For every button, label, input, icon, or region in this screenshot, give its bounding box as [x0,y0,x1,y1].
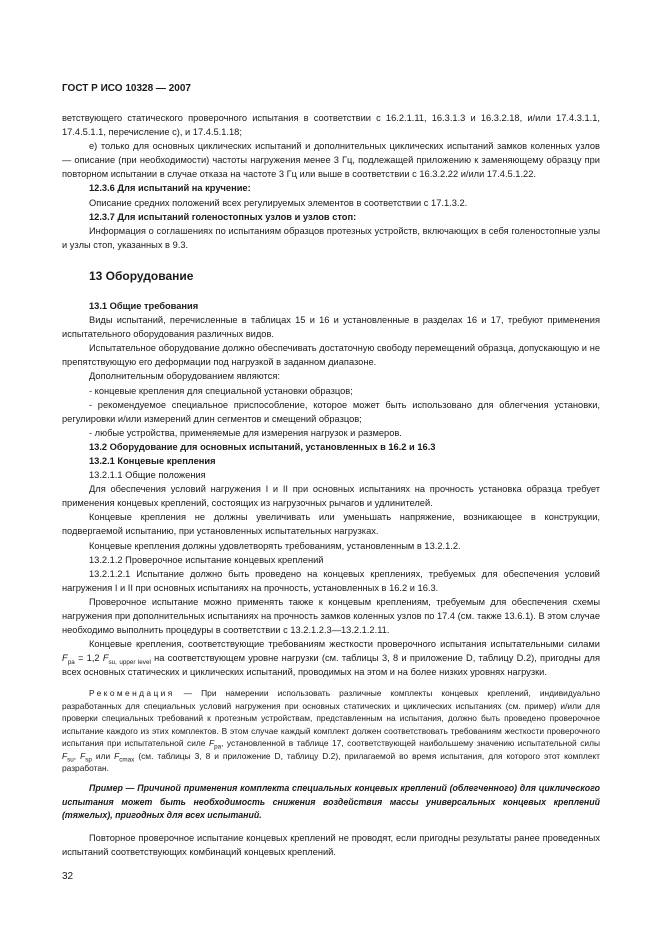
paragraph-13-1-a: Виды испытаний, перечисленные в таблицах 15 и 16 и установленные в разделах 16 и 17, требуют применения испытательного оборудования различных видов. [62,315,600,340]
paragraph-torsion: Описание средних положений всех регулируемых элементов в соответствии с 17.1.3.2. [89,197,468,208]
paragraph-13-2-1-2-1-b: Проверочное испытание можно применять также к концевым креплениям, требуемым для обеспечения схемы нагружения при дополнительных испытаниях на прочность замков коленных узлов по 17.4 (см. также 13.6.1). В этом случае необходимо выполнить процедуры в соответствии с 13.2.1.2.3—13.2.1.2.11. [62,596,600,636]
subscript-sp: sp [85,756,92,764]
heading-12-3-6: 12.3.6 Для испытаний на кручение: [89,183,251,194]
list-item-1: - концевые крепления для специальной установки образцов; [89,385,353,396]
subscript-pa: pa [67,659,75,667]
paragraph-13-1-c: Дополнительным оборудованием являются: [89,371,280,382]
heading-13-2-1-1: 13.2.1.1 Общие положения [89,470,206,481]
symbol-F: F [62,653,68,664]
text-span: = 1,2 [74,653,103,664]
recommendation-note: Рекомендация — При намерении использовать различные комплекты концевых креплений, индивидуально разработанных для специальных условий нагружения при основных статических и циклических испытаниях (см. пример) и/или для проверки специальных требований к протезным устройствам, представленным на испытания, должно быть проведено проверочное испытание каждого из этих комплектов. В этом случае каждый комплект должен соответствовать требованиям жесткости проверочного испытания при испытательной силе $F_{pa}$, установленной в таблице 17, соответствующей наибольшему значению испытательной силы $F_{su}$, $F_{sp}$ или $F_{cmax}$ (см. таблицы 3, 8 и приложение D, таблицу D.2), прилагаемой во время испытания, для которого этот комплект разработан. [62,688,600,773]
subscript-su: su [67,756,74,764]
heading-12-3-7: 12.3.7 Для испытаний голеностопных узлов и узлов стоп: [89,211,357,222]
list-item-3: - любые устройства, применяемые для измерения нагрузок и размеров. [89,427,402,438]
paragraph-repeat-test: Повторное проверочное испытание концевых креплений не проводят, если пригодны результаты ранее проведенных испытаний соответствующих комбинаций концевых креплений. [62,832,600,857]
symbol-F: F [114,750,120,761]
text-span: Концевые крепления, соответствующие требованиям жесткости проверочного испытания испытательными силами [89,639,600,650]
paragraph-13-2-1-1-c: Концевые крепления должны удовлетворять требованиям, установленным в 13.2.1.2. [89,540,461,551]
paragraph-13-2-1-1-b: Концевые крепления не должны увеличивать или уменьшать напряжение, возникающее в конструкции, подвергаемой испытанию, при установленных испытательных нагрузках. [62,512,600,537]
example-note: Пример — Причиной применения комплекта специальных концевых креплений (облегченного) для циклического испытания может быть необходимость снижения воздействия массы универсальных концевых креплений (тяжелых), пригодных для всех испытаний. [62,783,600,821]
list-item-2: - рекомендуемое специальное приспособление, которое может быть использовано для облегчения установки, регулировки и/или измерений длин сегментов и смещений образцов; [62,399,600,424]
symbol-F: F [80,750,86,761]
symbol-F: F [102,653,109,664]
subscript-pa: pa [214,743,222,751]
heading-13-2-1: 13.2.1 Концевые крепления [89,455,216,466]
text-span: (см. таблицы 3, 8 и приложение D, таблицу D.2), прилагаемой во время испытания, для которого этот комплект разработан. [62,750,600,773]
page-body [62,111,600,859]
text-span: , установленной в таблице 17, соответствующей наибольшему значению испытательной силы [221,738,600,749]
paragraph-13-2-1-2-1-c [62,637,600,679]
paragraph-13-1-b: Испытательное оборудование должно обеспечивать достаточную свободу перемещений образца, допускающую и не препятствующую его деформации под нагрузкой в заданном диапазоне. [62,343,600,368]
heading-13-2-1-2: 13.2.1.2 Проверочное испытание концевых креплений [89,554,324,565]
paragraph-13-2-1-2-1: 13.2.1.2.1 Испытание должно быть проведено на концевых креплениях, требуемых для обеспечения условий нагружения I и II при основных испытаниях на прочность, установленных в 16.2 и 16.3. [62,568,600,593]
subscript-su-upper: su, upper level [108,659,151,667]
section-13-title: 13 Оборудование [89,268,194,283]
note-label: Рекомендация [89,688,175,699]
list-item-e: е) только для основных циклических испытаний и дополнительных циклических испытаний замков коленных узлов — описание (при необходимости) частоты нагружения менее 3 Гц, подлежащей приложению к заменяющему образцу при повторном испытании в случае отказа на частоте 3 Гц или выше в соответствии с 16.3.2.22 и/или 17.4.5.1.22. [62,141,600,180]
paragraph-13-2-1-1-a: Для обеспечения условий нагружения I и II при основных испытаниях на прочность установка образца требует применения концевых креплений, состоящих из нагрузочных рычагов и удлинителей. [62,484,600,509]
page-number: 32 [62,871,74,882]
text-span: на соответствующем уровне нагрузки (см. таблицы 3, 8 и приложение D, таблицу D.2), пригодны для всех основных статических и циклических испытаний, проводимых на этом и на более низких уровнях нагрузки. [62,653,600,678]
page-header: ГОСТ Р ИСО 10328 — 2007 [62,83,191,94]
paragraph-ankle: Информация о соглашениях по испытаниям образцов протезных устройств, включающих в себя голеностопные узлы и узлы стоп, указанных в 9.3. [62,225,600,250]
heading-13-1: 13.1 Общие требования [89,300,199,311]
text-span: или [91,750,115,761]
subscript-cmax: cmax [119,756,135,764]
symbol-F: F [62,750,68,761]
symbol-F: F [208,738,215,749]
heading-13-2: 13.2 Оборудование для основных испытаний, установленных в 16.2 и 16.3 [89,441,436,452]
text-span: — При намерении использовать различные комплекты концевых креплений, индивидуально разработанных для специальных условий нагружения при основных статических и циклических испытаниях (см. пример) и/или для проверки специальных требований к протезным устройствам, представленным на испытания, должно быть проведено проверочное испытание каждого из этих комплектов. В этом случае каждый комплект должен соответствовать требованиям жесткости проверочного испытания при испытательной силе [62,688,600,749]
paragraph-continued: ветствующего статического проверочного испытания в соответствии с 16.2.1.11, 16.3.1.3 и 16.3.2.18, и/или 17.4.3.1.1, 17.4.5.1.1, перечисление с), и 17.4.5.1.18; [62,113,600,138]
